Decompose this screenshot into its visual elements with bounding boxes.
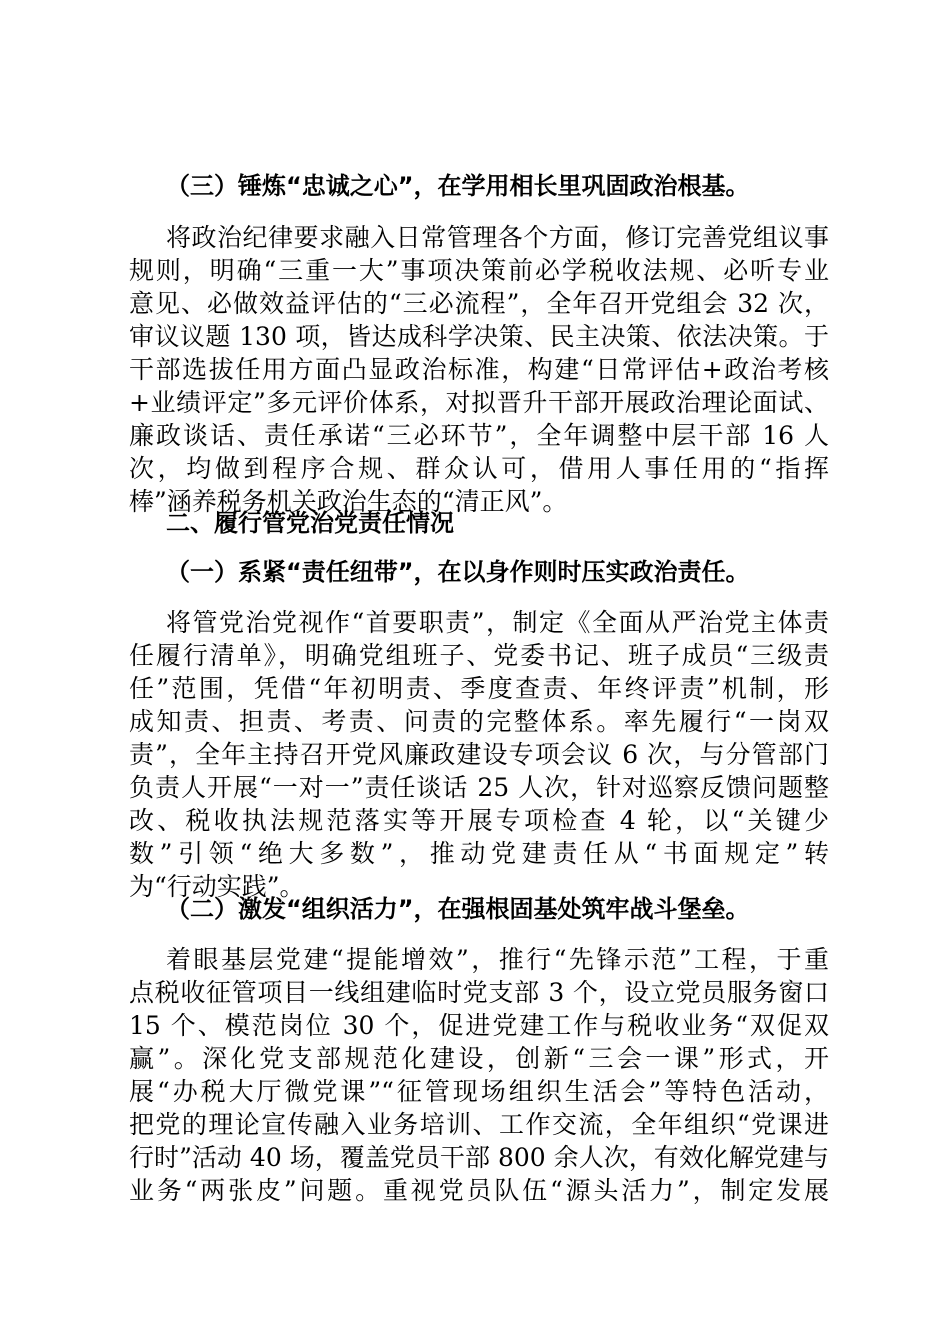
section-heading-3: （三）锤炼“忠诚之心”，在学用相长里巩固政治根基。: [166, 172, 750, 200]
paragraph-line: 负责人开展“一对一”责任谈话 25 人次，针对巡察反馈问题整: [129, 773, 829, 802]
paragraph-line: 改、税收执法规范落实等开展专项检查 4 轮，以“关键少: [129, 806, 829, 835]
paragraph-line: 成知责、担责、考责、问责的完整体系。率先履行“一岗双: [129, 707, 829, 736]
paragraph-line: 任履行清单》，明确党组班子、党委书记、班子成员“三级责: [129, 641, 829, 670]
paragraph-line: 审议议题 130 项，皆达成科学决策、民主决策、依法决策。于: [129, 322, 829, 351]
paragraph-line: 规则，明确“三重一大”事项决策前必学税收法规、必听专业: [129, 256, 829, 285]
paragraph-line: +业绩评定”多元评价体系，对拟晋升干部开展政治理论面试、: [129, 388, 829, 417]
paragraph-line: 棒”涵养税务机关政治生态的“清正风”。: [129, 487, 568, 516]
paragraph-line: 廉政谈话、责任承诺“三必环节”，全年调整中层干部 16 人: [129, 421, 829, 450]
section-heading-2: （二）激发“组织活力”，在强根固基处筑牢战斗堡垒。: [166, 895, 750, 923]
paragraph-line: 行时”活动 40 场，覆盖党员干部 800 余人次，有效化解党建与: [129, 1143, 829, 1172]
section-heading-1: （一）系紧“责任纽带”，在以身作则时压实政治责任。: [166, 558, 750, 586]
paragraph-line: 赢”。深化党支部规范化建设，创新“三会一课”形式，开: [129, 1044, 829, 1073]
paragraph-line: 将管党治党视作“首要职责”，制定《全面从严治党主体责: [166, 608, 829, 637]
paragraph-line: 把党的理论宣传融入业务培训、工作交流，全年组织“党课进: [129, 1110, 829, 1139]
paragraph-line: 展“办税大厅微党课”“征管现场组织生活会”等特色活动，: [129, 1077, 829, 1106]
paragraph-line: 次，均做到程序合规、群众认可，借用人事任用的“指挥: [129, 454, 829, 483]
paragraph-line: 数”引领“绝大多数”，推动党建责任从“书面规定”转: [129, 839, 829, 868]
paragraph-line: 任”范围，凭借“年初明责、季度查责、年终评责”机制，形: [129, 674, 829, 703]
chapter-heading-2: 二、履行管党治党责任情况: [166, 509, 454, 537]
paragraph-line: 责”，全年主持召开党风廉政建设专项会议 6 次，与分管部门: [129, 740, 829, 769]
paragraph-line: 意见、必做效益评估的“三必流程”，全年召开党组会 32 次，: [129, 289, 829, 318]
paragraph-line: 将政治纪律要求融入日常管理各个方面，修订完善党组议事: [166, 223, 829, 252]
paragraph-line: 15 个、模范岗位 30 个，促进党建工作与税收业务“双促双: [129, 1011, 829, 1040]
paragraph-line: 为“行动实践”。: [129, 872, 305, 901]
paragraph-line: 业务“两张皮”问题。重视党员队伍“源头活力”，制定发展: [129, 1176, 829, 1205]
paragraph-line: 点税收征管项目一线组建临时党支部 3 个，设立党员服务窗口: [129, 978, 829, 1007]
paragraph-line: 干部选拔任用方面凸显政治标准，构建“日常评估+政治考核: [129, 355, 829, 384]
paragraph-line: 着眼基层党建“提能增效”，推行“先锋示范”工程，于重: [166, 945, 829, 974]
